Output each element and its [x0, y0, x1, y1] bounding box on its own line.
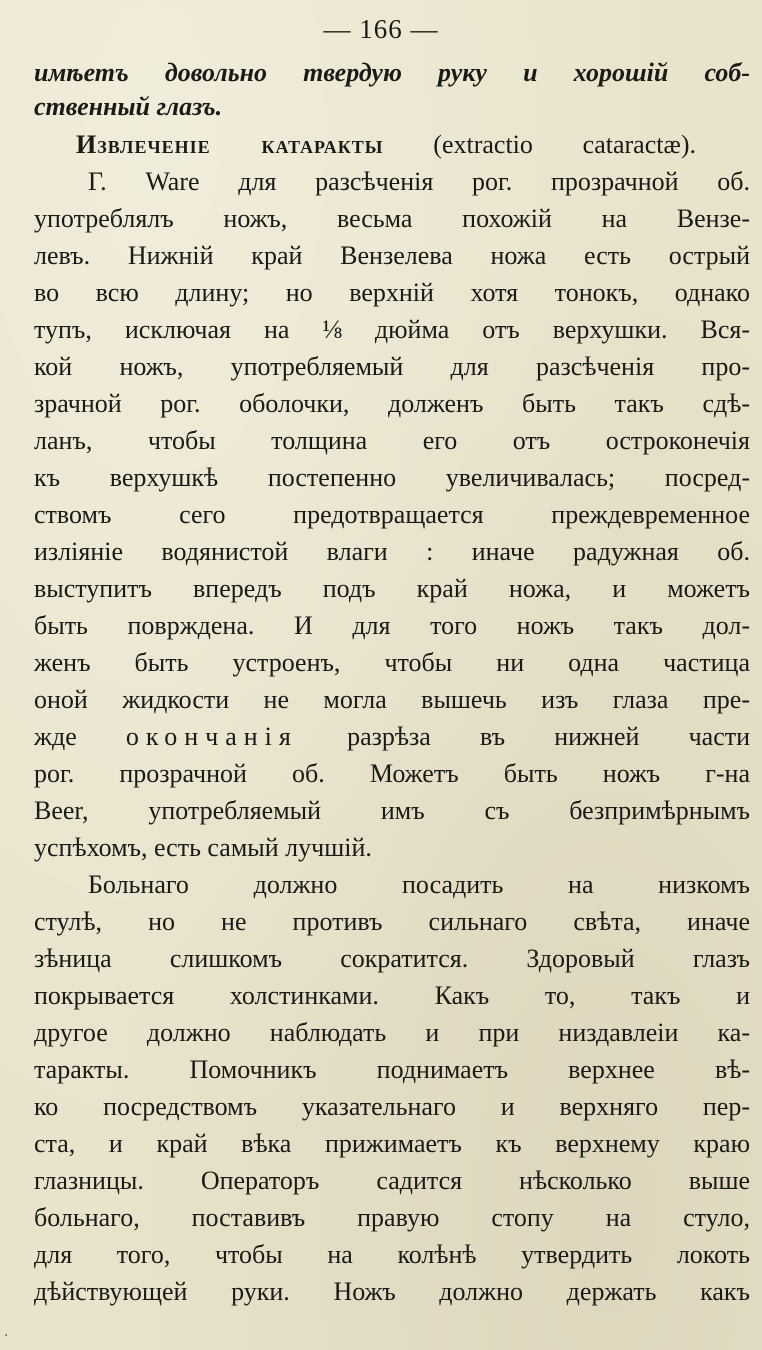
text-line: Г. Ware для разсѣченія рог. прозрачной об. [88, 167, 750, 196]
text-line: къ верхушкѣ постепенно увеличивалась; посред- [34, 463, 750, 492]
text-fragment: разрѣза въ нижней части [347, 722, 751, 751]
text-line: ста, и край вѣка прижимаетъ къ верхнему краю [34, 1129, 750, 1158]
heading-latin: (extractio cataractæ). [433, 130, 696, 159]
corner-mark: · [4, 1328, 9, 1344]
text-line: Beer, употребляемый имъ съ безпримѣрнымъ [34, 796, 750, 825]
text-line: ствомъ сего предотвращается преждевременное [34, 500, 750, 529]
text-line: ко посредствомъ указательнаго и верхняго пер- [34, 1092, 750, 1121]
text-line: тупъ, исключая на ⅛ дюйма отъ верхушки. Вся- [34, 315, 750, 344]
text-line: зѣница слишкомъ сократится. Здоровый глазъ [34, 944, 750, 973]
spaced-emphasis: окончанія [125, 722, 298, 751]
text-fragment: жде [34, 722, 77, 751]
text-line: другое должно наблюдать и при низдавлеіи ка- [34, 1018, 750, 1047]
text-line: быть поврждена. И для того ножъ такъ дол- [34, 611, 750, 640]
text-line: кой ножъ, употребляемый для разсѣченія про- [34, 352, 750, 381]
text-line: имѣетъ довольно твердую руку и хорошій соб- [34, 58, 750, 87]
section-heading [76, 128, 696, 162]
text-line: рог. прозрачной об. Можетъ быть ножъ г-на [34, 759, 750, 788]
text-line: покрывается холстинками. Какъ то, такъ и [34, 981, 750, 1010]
text-line: оной жидкости не могла вышечь изъ глаза пре- [34, 685, 750, 714]
text-line: дѣйствующей руки. Ножъ должно держать какъ [34, 1277, 750, 1306]
text-line: успѣхомъ, есть самый лучшій. [34, 833, 372, 862]
text-line: Больнаго должно посадить на низкомъ [88, 870, 750, 899]
page-number: — 166 — [323, 14, 439, 44]
text-line: употреблялъ ножъ, весьма похожій на Вензе- [34, 204, 750, 233]
heading-term: Извлеченіе катаракты [76, 130, 384, 159]
text-line: зрачной рог. оболочки, долженъ быть такъ сдѣ- [34, 389, 750, 418]
text-line: выступитъ впередъ подъ край ножа, и можетъ [34, 574, 750, 603]
text-line: ланъ, чтобы толщина его отъ остроконечія [34, 426, 750, 455]
text-line: стулѣ, но не противъ сильнаго свѣта, иначе [34, 907, 750, 936]
text-line: для того, чтобы на колѣнѣ утвердить локоть [34, 1240, 750, 1269]
text-line: ственный глазъ. [34, 92, 223, 121]
text-line: женъ быть устроенъ, чтобы ни одна частица [34, 648, 750, 677]
text-line: изліяніе водянистой влаги : иначе радужная об. [34, 537, 750, 566]
text-line: таракты. Помочникъ поднимаетъ верхнее вѣ- [34, 1055, 750, 1084]
text-line: во всю длину; но верхній хотя тонокъ, однако [34, 278, 750, 307]
text-line: глазницы. Операторъ садится нѣсколько выше [34, 1166, 750, 1195]
text-line: левъ. Нижній край Вензелева ножа есть острый [34, 241, 750, 270]
text-line: больнаго, поставивъ правую стопу на стуло, [34, 1203, 750, 1232]
text-line [34, 720, 750, 754]
